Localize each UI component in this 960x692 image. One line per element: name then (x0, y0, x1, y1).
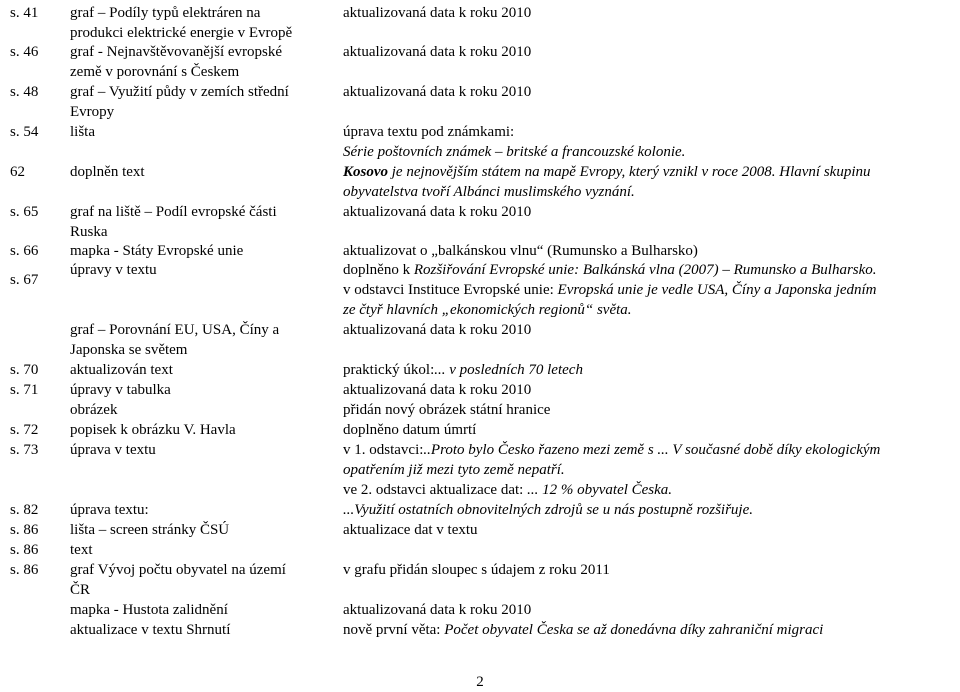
change-desc: graf – Využití půdy v zemích střední (70, 84, 289, 100)
change-note: aktualizace dat v textu (343, 522, 478, 538)
page-ref: s. 54 (10, 124, 39, 140)
page-ref: s. 82 (10, 502, 39, 518)
change-note: aktualizovaná data k roku 2010 (343, 204, 532, 220)
change-desc-cont: Evropy (70, 104, 115, 120)
change-desc: mapka - Hustota zalidnění (70, 602, 228, 618)
change-note (343, 440, 880, 460)
change-note-cont: Série poštovních známek – britské a francouzské kolonie. (343, 144, 686, 160)
note-italic: ... v posledních 70 letech (434, 362, 583, 378)
change-note-cont (343, 480, 672, 500)
change-note-cont (343, 280, 877, 300)
change-desc: úpravy v textu (70, 262, 157, 278)
change-desc-cont: ČR (70, 582, 91, 598)
change-note (343, 620, 823, 640)
change-note-cont: opatřením již mezi tyto země nepatří. (343, 462, 565, 478)
change-desc: graf – Podíly typů elektráren na (70, 5, 261, 21)
change-desc: lišta – screen stránky ČSÚ (70, 522, 230, 538)
page-ref: s. 72 (10, 422, 39, 438)
change-desc: úpravy v tabulka (70, 382, 171, 398)
change-note: aktualizovaná data k roku 2010 (343, 44, 532, 60)
page-ref: s. 48 (10, 84, 39, 100)
note-text: praktický úkol: (343, 362, 435, 378)
page-ref: s. 66 (10, 243, 39, 259)
note-italic: Počet obyvatel Česka se až donedávna díky zahraniční migraci (444, 622, 824, 638)
page-ref: s. 73 (10, 442, 39, 458)
change-desc-cont: země v porovnání s Českem (70, 64, 240, 80)
note-text: v 1. odstavci: (343, 442, 424, 458)
page-ref: s. 86 (10, 542, 39, 558)
change-desc-cont: produkci elektrické energie v Evropě (70, 25, 293, 41)
change-note (343, 260, 877, 280)
change-desc: obrázek (70, 402, 118, 418)
change-desc: graf - Nejnavštěvovanější evropské (70, 44, 283, 60)
change-note: v grafu přidán sloupec s údajem z roku 2011 (343, 562, 610, 578)
change-desc: doplněn text (70, 164, 145, 180)
change-desc: aktualizován text (70, 362, 173, 378)
note-text: ve 2. odstavci aktualizace dat: (343, 482, 528, 498)
change-desc: popisek k obrázku V. Havla (70, 422, 236, 438)
change-desc-cont: Ruska (70, 224, 108, 240)
note-italic: ..Proto bylo Česko řazeno mezi země s ... V současné době díky ekologickým (423, 442, 881, 458)
change-note: aktualizovaná data k roku 2010 (343, 5, 532, 21)
change-note-cont: ze čtyř hlavních „ekonomických regionů“ světa. (343, 302, 632, 318)
note-text: v odstavci Instituce Evropské unie: (343, 282, 558, 298)
change-note: aktualizovaná data k roku 2010 (343, 322, 532, 338)
page-ref: s. 86 (10, 562, 39, 578)
change-note: přidán nový obrázek státní hranice (343, 402, 551, 418)
change-desc: graf na liště – Podíl evropské části (70, 204, 277, 220)
note-text: nově první věta: (343, 622, 445, 638)
change-note (343, 162, 871, 182)
note-text: doplněno k (343, 262, 414, 278)
change-desc: mapka - Státy Evropské unie (70, 243, 244, 259)
page-ref: s. 65 (10, 204, 39, 220)
page-ref: s. 70 (10, 362, 39, 378)
change-desc: text (70, 542, 93, 558)
change-note: aktualizovat o „balkánskou vlnu“ (Rumunsko a Bulharsko) (343, 243, 698, 259)
note-bold: Kosovo (343, 164, 388, 180)
change-desc: úprava v textu (70, 442, 156, 458)
change-note: ...Využití ostatních obnovitelných zdrojů se u nás postupně rozšiřuje. (343, 502, 753, 518)
change-note: doplněno datum úmrtí (343, 422, 477, 438)
change-desc: úprava textu: (70, 502, 149, 518)
change-desc: aktualizace v textu Shrnutí (70, 622, 231, 638)
change-note: aktualizovaná data k roku 2010 (343, 602, 532, 618)
note-italic: Evropská unie je vedle USA, Číny a Japonska jedním (557, 282, 877, 298)
page-ref: s. 46 (10, 44, 39, 60)
page-ref: s. 71 (10, 382, 39, 398)
change-note: aktualizovaná data k roku 2010 (343, 84, 532, 100)
change-note: aktualizovaná data k roku 2010 (343, 382, 532, 398)
page-number: 2 (476, 674, 484, 690)
note-text: je nejnovějším státem na mapě Evropy, který vznikl v roce 2008. Hlavní skupinu (388, 164, 871, 180)
change-note: úprava textu pod známkami: (343, 124, 515, 140)
note-italic: ... 12 % obyvatel Česka. (527, 482, 673, 498)
page-ref: s. 86 (10, 522, 39, 538)
change-desc: lišta (70, 124, 95, 140)
change-desc: graf Vývoj počtu obyvatel na území (70, 562, 286, 578)
change-desc-cont: Japonska se světem (70, 342, 188, 358)
change-desc: graf – Porovnání EU, USA, Číny a (70, 322, 280, 338)
page-ref: s. 41 (10, 5, 39, 21)
page-ref: 62 (10, 164, 25, 180)
page-ref: s. 67 (10, 272, 39, 288)
note-italic: Rozšiřování Evropské unie: Balkánská vlna (2007) – Rumunsko a Bulharsko. (413, 262, 877, 278)
change-note (343, 360, 583, 380)
change-note-cont: obyvatelstva tvoří Albánci muslimského vyznání. (343, 184, 635, 200)
